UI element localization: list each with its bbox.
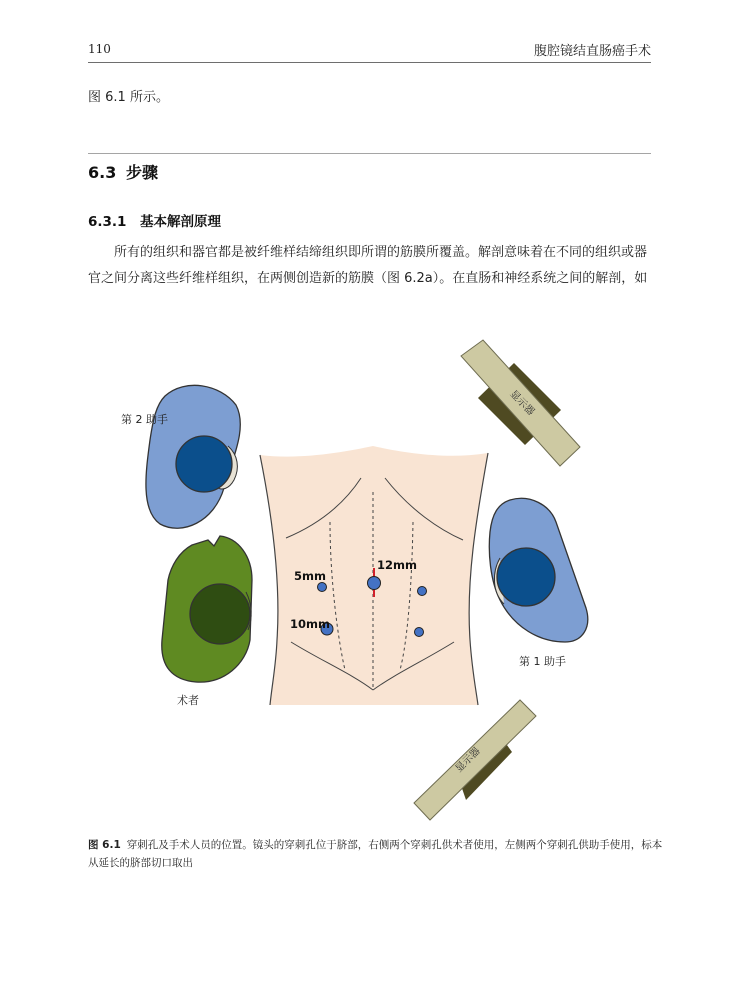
- port-umbilical: [368, 577, 381, 590]
- surgeon-figure: [162, 536, 252, 682]
- caption-label: 图 6.1: [88, 839, 121, 851]
- assistant-2-figure: [146, 385, 240, 528]
- paragraph-line-1: 所有的组织和器官都是被纤维样结缔组织即所谓的筋膜所覆盖。解剖意味着在不同的组织或器: [114, 245, 648, 260]
- port-left-lower-label: 10mm: [290, 617, 330, 631]
- assistant-1-figure: [489, 498, 587, 642]
- running-title: 腹腔镜结直肠癌手术: [533, 44, 651, 59]
- subsection-number: 6.3.1: [88, 214, 127, 230]
- monitor-bottom-label: 显示器: [453, 745, 483, 775]
- port-right-upper: [418, 587, 427, 596]
- section-number: 6.3: [88, 163, 117, 182]
- port-left-upper-label: 5mm: [294, 569, 326, 583]
- intro-text: 图 6.1 所示。: [88, 90, 169, 105]
- assistant-2-label: 第 2 助手: [121, 413, 168, 426]
- port-left-upper: [318, 583, 327, 592]
- surgeon-head: [190, 584, 250, 644]
- assistant-1-head: [497, 548, 555, 606]
- monitor-top: [461, 340, 580, 466]
- page-number: 110: [88, 42, 111, 56]
- port-right-lower: [415, 628, 424, 637]
- monitor-bottom: [414, 700, 536, 820]
- subsection-title: 基本解剖原理: [140, 214, 221, 230]
- monitor-top-label: 显示器: [507, 388, 537, 418]
- surgeon-label: 术者: [177, 694, 199, 707]
- assistant-2-head: [176, 436, 232, 492]
- paragraph-line-2: 官之间分离这些纤维样组织，在两侧创造新的筋膜（图 6.2a）。在直肠和神经系统之间的解剖，如: [88, 271, 648, 286]
- figure-caption: [88, 836, 668, 872]
- assistant-1-label: 第 1 助手: [519, 655, 566, 668]
- port-umbilical-label: 12mm: [377, 558, 417, 572]
- section-title: 步骤: [126, 163, 159, 182]
- caption-text: 穿刺孔及手术人员的位置。镜头的穿刺孔位于脐部，右侧两个穿刺孔供术者使用，左侧两个穿刺孔供助手使用，标本从延长的脐部切口取出: [88, 839, 663, 869]
